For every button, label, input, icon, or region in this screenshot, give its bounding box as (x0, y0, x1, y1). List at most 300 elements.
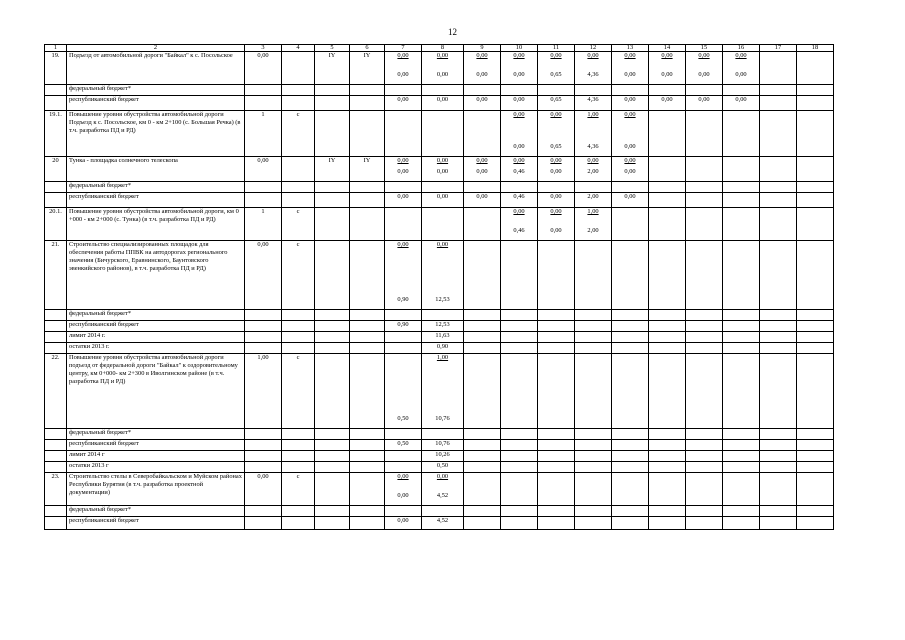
value (799, 321, 831, 329)
row-name: республиканский бюджет (67, 193, 245, 208)
value-cell (385, 451, 422, 462)
value-top (387, 208, 419, 216)
table-row (45, 321, 834, 332)
row-name: Повышение уровня обустройства автомобильной дороги подъезд от федеральной дороги "Байкал" к оздоровительному центру, км 0+000- км 2+300 в Иволгинском районе (в т.ч. разработка ПД и РД) (67, 354, 245, 429)
attr-c4 (282, 157, 315, 182)
value-top (651, 473, 683, 481)
value (688, 310, 720, 318)
value-top: 0,00 (397, 473, 409, 480)
value (466, 310, 498, 318)
value (466, 451, 498, 459)
value-cell (385, 310, 422, 321)
value-cell (649, 310, 686, 321)
value-top: 0,00 (624, 52, 636, 59)
value-cell (723, 321, 760, 332)
value-cell (649, 517, 686, 530)
attr-c4 (282, 343, 315, 354)
value (762, 343, 794, 351)
value-top (762, 241, 794, 249)
value-bottom (577, 492, 609, 500)
attr-c4: с (282, 241, 315, 310)
value (503, 440, 535, 448)
value-cell (686, 517, 723, 530)
value-cell (501, 343, 538, 354)
row-name: Строительство стелы в Северобайкальском и Муйском районах Республики Бурятия (в т.ч. разработка проектной документации) (67, 473, 245, 506)
value-top (725, 473, 757, 481)
value: 0,00 (550, 193, 562, 200)
row-name: федеральный бюджет* (67, 506, 245, 517)
value-cell (422, 451, 464, 462)
value-top (466, 208, 498, 216)
value-cell (760, 517, 797, 530)
row-number (45, 332, 67, 343)
column-number: 9 (464, 45, 501, 52)
value-cell (464, 111, 501, 157)
value-top (651, 157, 683, 165)
row-name: Тунка - площадка солнечного телескопа (67, 157, 245, 182)
attr-c3 (245, 321, 282, 332)
attr-c5 (315, 96, 350, 111)
value (577, 440, 609, 448)
value-cell (385, 182, 422, 193)
value-cell (686, 182, 723, 193)
attr-c3: 1,00 (245, 354, 282, 429)
value (614, 182, 646, 190)
value (387, 85, 419, 93)
value (503, 517, 535, 525)
value (725, 310, 757, 318)
value-cell (464, 462, 501, 473)
value (614, 321, 646, 329)
value (688, 462, 720, 470)
attr-c3 (245, 182, 282, 193)
value-cell (501, 241, 538, 310)
value (688, 343, 720, 351)
value (799, 182, 831, 190)
value-cell (538, 429, 575, 440)
table-row (45, 517, 834, 530)
value-bottom: 2,00 (587, 168, 599, 175)
value (762, 182, 794, 190)
value-top (466, 241, 498, 249)
value-cell (649, 506, 686, 517)
value-top (688, 354, 720, 362)
value-bottom: 0,00 (513, 143, 525, 150)
value-bottom (725, 143, 757, 151)
value-top (614, 473, 646, 481)
value (387, 429, 419, 437)
attr-c6: IY (350, 157, 385, 182)
attr-c6 (350, 321, 385, 332)
value-cell (797, 332, 834, 343)
value-top (614, 208, 646, 216)
value-cell (760, 208, 797, 241)
value-top (651, 111, 683, 119)
value-cell (612, 440, 649, 451)
value-bottom (503, 415, 535, 423)
value-bottom (762, 168, 794, 176)
value-bottom (503, 492, 535, 500)
value (387, 332, 419, 340)
value-cell (723, 208, 760, 241)
value-top: 0,00 (513, 52, 525, 59)
value-cell (649, 85, 686, 96)
value (725, 462, 757, 470)
value-bottom: 0,46 (513, 227, 525, 234)
row-number (45, 517, 67, 530)
value-bottom: 4,36 (587, 143, 599, 150)
attr-c6 (350, 440, 385, 451)
value (614, 517, 646, 525)
value-cell (797, 182, 834, 193)
value-cell (422, 429, 464, 440)
row-number: 23. (45, 473, 67, 506)
value-cell (501, 440, 538, 451)
value: 0,00 (397, 96, 409, 103)
attr-c4 (282, 429, 315, 440)
value-cell (385, 354, 422, 429)
value-cell (422, 182, 464, 193)
value-cell (649, 440, 686, 451)
value-cell (501, 85, 538, 96)
value-cell (760, 52, 797, 85)
value-cell (686, 241, 723, 310)
attr-c4 (282, 462, 315, 473)
value-cell (723, 462, 760, 473)
attr-c4 (282, 506, 315, 517)
value-top: 0,00 (513, 111, 525, 118)
attr-c4 (282, 440, 315, 451)
table-row (45, 451, 834, 462)
value (651, 440, 683, 448)
value-cell (723, 85, 760, 96)
value (503, 310, 535, 318)
value-bottom (540, 492, 572, 500)
value-cell (612, 473, 649, 506)
value-cell (797, 451, 834, 462)
value-cell (575, 96, 612, 111)
column-number: 14 (649, 45, 686, 52)
value-bottom: 0,65 (550, 143, 562, 150)
value-cell (464, 429, 501, 440)
value-cell (575, 52, 612, 85)
value (725, 440, 757, 448)
column-number: 10 (501, 45, 538, 52)
value-cell (723, 157, 760, 182)
value (799, 332, 831, 340)
value-bottom: 0,00 (397, 168, 409, 175)
value-bottom (651, 168, 683, 176)
value-cell (686, 473, 723, 506)
value (688, 321, 720, 329)
value (799, 310, 831, 318)
value-cell (422, 506, 464, 517)
value-top: 0,00 (436, 241, 449, 248)
value-cell (686, 85, 723, 96)
value-cell (797, 85, 834, 96)
value-cell (723, 310, 760, 321)
value-top: 0,00 (476, 52, 488, 59)
value-cell (612, 506, 649, 517)
value: 12,53 (435, 321, 450, 328)
value-cell (575, 241, 612, 310)
table-row (45, 343, 834, 354)
value-cell (760, 321, 797, 332)
value (762, 440, 794, 448)
value: 0,00 (698, 96, 710, 103)
value (725, 193, 757, 201)
value-cell (723, 52, 760, 85)
value-top: 0,00 (397, 241, 409, 248)
value-cell (797, 321, 834, 332)
row-name: лимит 2014 г (67, 451, 245, 462)
attr-c4: с (282, 473, 315, 506)
attr-c6 (350, 111, 385, 157)
value-cell (385, 157, 422, 182)
value-cell (422, 96, 464, 111)
table-row (45, 332, 834, 343)
table-row (45, 182, 834, 193)
value-cell (385, 321, 422, 332)
value (614, 429, 646, 437)
attr-c3 (245, 429, 282, 440)
value-cell (686, 354, 723, 429)
value-top: 0,00 (587, 52, 599, 59)
value-bottom: 0,50 (397, 415, 409, 422)
value-cell (649, 462, 686, 473)
value-cell (575, 517, 612, 530)
value-cell (760, 451, 797, 462)
value-cell (422, 440, 464, 451)
value-cell (612, 182, 649, 193)
row-name: остатки 2013 г. (67, 343, 245, 354)
value-bottom (799, 71, 831, 79)
value-top: 0,00 (436, 473, 449, 480)
value-cell (760, 462, 797, 473)
value-bottom (799, 143, 831, 151)
value-cell (501, 506, 538, 517)
row-name: республиканский бюджет (67, 321, 245, 332)
value (387, 506, 419, 514)
value-cell (760, 182, 797, 193)
value-cell (538, 321, 575, 332)
value-cell (422, 193, 464, 208)
value (688, 451, 720, 459)
value-cell (760, 310, 797, 321)
value-bottom (725, 227, 757, 235)
value-cell (723, 473, 760, 506)
attr-c6: IY (350, 52, 385, 85)
value-top: 0,00 (587, 157, 599, 164)
attr-c6 (350, 241, 385, 310)
value-cell (464, 85, 501, 96)
value (762, 462, 794, 470)
value-cell (760, 440, 797, 451)
row-number: 19. (45, 52, 67, 85)
value-top (424, 111, 461, 119)
value-cell (612, 321, 649, 332)
attr-c4 (282, 451, 315, 462)
value-bottom (688, 143, 720, 151)
value-top (651, 354, 683, 362)
value-cell (538, 506, 575, 517)
value-bottom (540, 296, 572, 304)
value-cell (760, 506, 797, 517)
value-cell (575, 451, 612, 462)
value (688, 85, 720, 93)
value-top: 1,00 (587, 111, 599, 118)
attr-c3 (245, 343, 282, 354)
value-top (577, 241, 609, 249)
value-cell (538, 440, 575, 451)
value (614, 343, 646, 351)
value-cell (464, 193, 501, 208)
value-cell (612, 208, 649, 241)
row-name: Повышение уровня обустройства автомобильной дороги, км 0 +000 - км 2+000 (с. Тунка) (в т.ч. разработка ПД и РД) (67, 208, 245, 241)
value-cell (760, 96, 797, 111)
value-top (577, 354, 609, 362)
value-cell (422, 208, 464, 241)
value-cell (501, 310, 538, 321)
attr-c6 (350, 473, 385, 506)
value (503, 506, 535, 514)
value-top: 0,00 (397, 157, 409, 164)
value (799, 506, 831, 514)
table-row (45, 310, 834, 321)
row-name: федеральный бюджет* (67, 429, 245, 440)
value-cell (797, 462, 834, 473)
column-number: 11 (538, 45, 575, 52)
column-number: 12 (575, 45, 612, 52)
value (540, 85, 572, 93)
attr-c5 (315, 451, 350, 462)
row-number: 22. (45, 354, 67, 429)
value (540, 440, 572, 448)
value-cell (760, 193, 797, 208)
attr-c6 (350, 451, 385, 462)
value-top (725, 241, 757, 249)
value: 0,00 (436, 193, 449, 200)
value-bottom: 4,52 (436, 492, 449, 499)
value-cell (575, 462, 612, 473)
row-number (45, 440, 67, 451)
value (540, 429, 572, 437)
row-number (45, 451, 67, 462)
value-cell (464, 354, 501, 429)
value-bottom (387, 227, 419, 235)
value-cell (575, 506, 612, 517)
value-cell (501, 193, 538, 208)
value-cell (686, 52, 723, 85)
value-bottom: 4,36 (587, 71, 599, 78)
value-bottom: 0,00 (476, 71, 488, 78)
value (762, 85, 794, 93)
value: 0,46 (513, 193, 525, 200)
attr-c4 (282, 193, 315, 208)
value-cell (686, 440, 723, 451)
value-cell (575, 343, 612, 354)
value (424, 310, 461, 318)
value-cell (686, 96, 723, 111)
value (387, 343, 419, 351)
attr-c3 (245, 517, 282, 530)
value (577, 517, 609, 525)
value-cell (612, 343, 649, 354)
value-cell (538, 462, 575, 473)
value (540, 332, 572, 340)
value-bottom (799, 168, 831, 176)
value-top (725, 354, 757, 362)
value-top (762, 208, 794, 216)
value-bottom (688, 415, 720, 423)
value-top (614, 354, 646, 362)
value-cell (649, 473, 686, 506)
value-bottom (651, 227, 683, 235)
table-row (45, 429, 834, 440)
table-row (45, 111, 834, 157)
value: 0,00 (735, 96, 747, 103)
attr-c5 (315, 208, 350, 241)
column-number: 5 (315, 45, 350, 52)
column-number: 16 (723, 45, 760, 52)
value-cell (464, 208, 501, 241)
value-cell (612, 157, 649, 182)
value-cell (422, 517, 464, 530)
value-top (688, 473, 720, 481)
value-bottom (614, 296, 646, 304)
value-cell (464, 506, 501, 517)
value (577, 182, 609, 190)
value-bottom (688, 227, 720, 235)
row-number (45, 96, 67, 111)
value-cell (760, 111, 797, 157)
value-cell (464, 157, 501, 182)
attr-c4 (282, 85, 315, 96)
value (503, 343, 535, 351)
attr-c4 (282, 321, 315, 332)
value (725, 429, 757, 437)
row-number: 20.1. (45, 208, 67, 241)
value-bottom (424, 227, 461, 235)
value-cell (612, 111, 649, 157)
value-bottom: 0,00 (397, 492, 409, 499)
value-cell (422, 321, 464, 332)
value (424, 85, 461, 93)
value-cell (760, 354, 797, 429)
value (799, 96, 831, 104)
value-top (651, 241, 683, 249)
value-bottom (688, 168, 720, 176)
attr-c4 (282, 332, 315, 343)
value (387, 451, 419, 459)
attr-c6 (350, 506, 385, 517)
value-top: 1,00 (436, 354, 449, 361)
value-top (688, 111, 720, 119)
value-top (799, 208, 831, 216)
value-cell (385, 429, 422, 440)
value-cell (464, 52, 501, 85)
value-cell (612, 310, 649, 321)
value-cell (723, 193, 760, 208)
value (651, 506, 683, 514)
value-cell (385, 517, 422, 530)
value-cell (797, 473, 834, 506)
value-top (799, 354, 831, 362)
value-cell (385, 208, 422, 241)
value-cell (385, 343, 422, 354)
value (577, 506, 609, 514)
row-name: федеральный бюджет* (67, 310, 245, 321)
